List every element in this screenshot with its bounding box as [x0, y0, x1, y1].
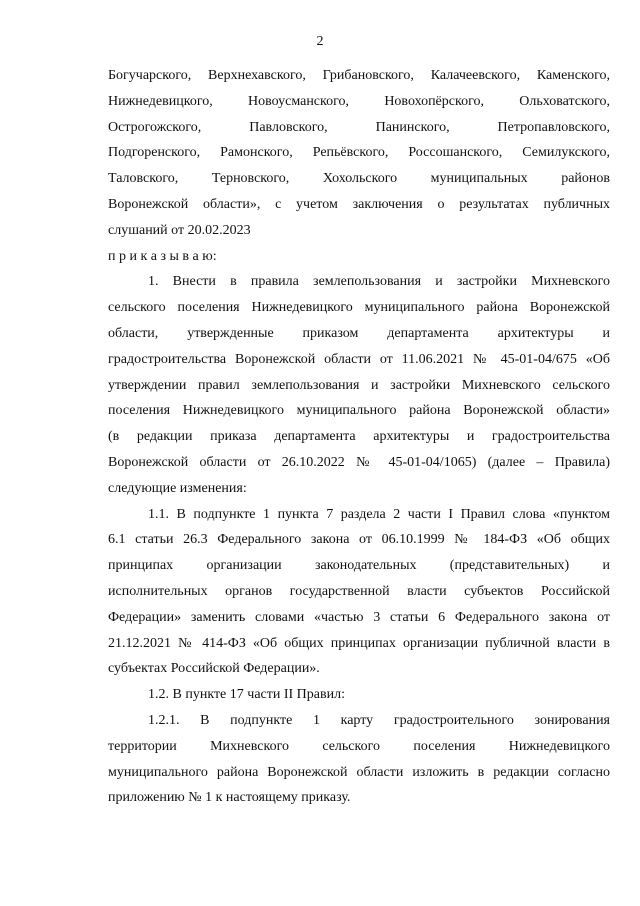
text-line: сельского поселения Нижнедевицкого муниципального района Воронежской — [108, 300, 610, 316]
text-line: 1.2.1. В подпункте 1 карту градостроительного зонирования — [148, 712, 610, 728]
text-line: слушаний от 20.02.2023 — [108, 222, 251, 238]
text-line: Воронежской области от 26.10.2022 № 45-01-04/1065) (далее – Правила) — [108, 454, 610, 470]
text-line: Богучарского, Верхнехавского, Грибановского, Калачеевского, Каменского, — [108, 68, 610, 83]
text-line: области, утвержденные приказом департамента архитектуры и — [108, 325, 610, 341]
text-line: следующие изменения: — [108, 480, 247, 496]
text-line: Федерации» заменить словами «частью 3 статьи 6 Федерального закона от — [108, 609, 610, 625]
text-line: принципах организации законодательных (представительных) и — [108, 558, 610, 574]
page-number: 2 — [316, 34, 324, 49]
text-line: градостроительства Воронежской области от 11.06.2021 № 45-01-04/675 «Об — [108, 351, 610, 367]
text-line: Таловского, Терновского, Хохольского муниципальных районов — [108, 171, 610, 187]
text-line: (в редакции приказа департамента архитектуры и градостроительства — [108, 429, 610, 445]
text-line: 1.1. В подпункте 1 пункта 7 раздела 2 части I Правил слова «пунктом — [148, 506, 610, 522]
text-line: 21.12.2021 № 414-ФЗ «Об общих принципах организации публичной власти в — [108, 635, 610, 651]
order-heading: п р и к а з ы в а ю: — [108, 248, 217, 264]
text-line: муниципального района Воронежской области изложить в редакции согласно — [108, 764, 610, 780]
text-line: поселения Нижнедевицкого муниципального района Воронежской области» — [108, 403, 610, 419]
text-line: утверждении правил землепользования и застройки Михневского сельского — [108, 377, 610, 393]
text-line: субъектах Российской Федерации». — [108, 661, 320, 677]
text-line: Острогожского, Павловского, Панинского, Петропавловского, — [108, 119, 610, 135]
text-line: исполнительных органов государственной власти субъектов Российской — [108, 583, 610, 599]
text-line: 1. Внести в правила землепользования и застройки Михневского — [148, 274, 610, 290]
text-line: Нижнедевицкого, Новоусманского, Новохопёрского, Ольховатского, — [108, 93, 610, 109]
document-body — [108, 63, 610, 811]
text-line: Подгоренского, Рамонского, Репьёвского, Россошанского, Семилукского, — [108, 145, 610, 161]
text-line: Воронежской области», с учетом заключения о результатах публичных — [108, 196, 610, 212]
text-line: приложению № 1 к настоящему приказу. — [108, 790, 351, 806]
text-line: 1.2. В пункте 17 части II Правил: — [148, 687, 345, 703]
text-line: 6.1 статьи 26.3 Федерального закона от 06.10.1999 № 184-ФЗ «Об общих — [108, 532, 610, 548]
text-line: территории Михневского сельского поселения Нижнедевицкого — [108, 738, 610, 754]
